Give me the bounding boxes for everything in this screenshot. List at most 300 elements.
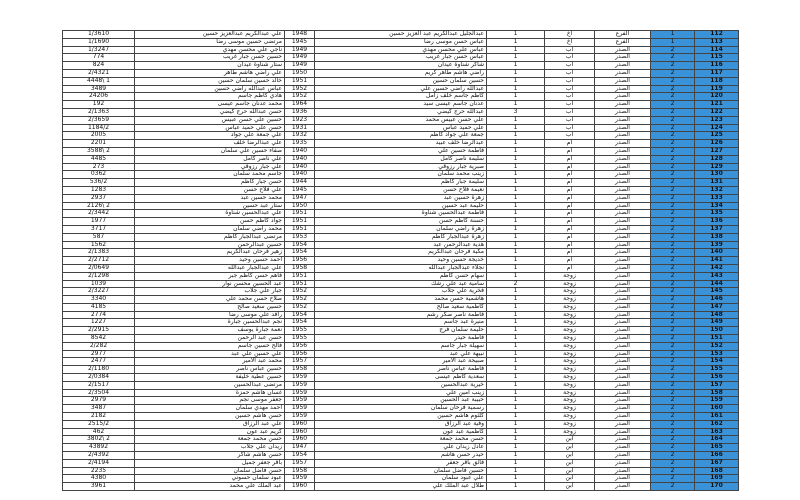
record-cell: 3487 <box>63 405 135 413</box>
gender-code-cell: 1 <box>487 202 545 210</box>
record-cell: 536/2 <box>63 179 135 187</box>
family-code-cell: 2 <box>651 319 695 327</box>
full-name-cell: زهير فرحان عبدالكريم <box>135 249 285 257</box>
serial-number-cell: 152 <box>695 342 739 350</box>
table-row <box>63 413 739 421</box>
table-row <box>63 210 739 218</box>
gender-code-cell: 1 <box>487 311 545 319</box>
full-name-cell: علي حسين علي عبد <box>135 350 285 358</box>
family-code-cell: 2 <box>651 350 695 358</box>
birth-year-cell: 1952 <box>285 296 315 304</box>
family-code-cell: 2 <box>651 69 695 77</box>
category-cell: الصدر <box>595 241 651 249</box>
family-code-cell: 2 <box>651 397 695 405</box>
relation-cell: ام <box>545 218 595 226</box>
gender-code-cell: 1 <box>487 350 545 358</box>
gender-code-cell: 1 <box>487 405 545 413</box>
table-row <box>63 116 739 124</box>
table-row <box>63 428 739 436</box>
family-code-cell: 2 <box>651 62 695 70</box>
serial-number-cell: 134 <box>695 202 739 210</box>
relation-cell: ام <box>545 171 595 179</box>
gender-code-cell: 1 <box>487 210 545 218</box>
name-cell: عباس حسن موسى رضا <box>315 38 487 46</box>
record-cell: 4380 <box>63 475 135 483</box>
table-row <box>63 194 739 202</box>
birth-year-cell: 1960 <box>285 436 315 444</box>
record-cell: 3802\ 2 <box>63 436 135 444</box>
family-code-cell: 2 <box>651 296 695 304</box>
category-cell: الصدر <box>595 327 651 335</box>
gender-code-cell: 3 <box>487 108 545 116</box>
family-code-cell: 2 <box>651 420 695 428</box>
record-cell: 43892 <box>63 444 135 452</box>
relation-cell: زوجة <box>545 335 595 343</box>
table-row <box>63 31 739 39</box>
record-cell: 2/3659 <box>63 116 135 124</box>
serial-number-cell: 165 <box>695 444 739 452</box>
family-code-cell: 2 <box>651 459 695 467</box>
full-name-cell: هادي كاظم جاسم <box>135 93 285 101</box>
birth-year-cell: 1952 <box>285 85 315 93</box>
full-name-cell: علي ناصر كامل <box>135 155 285 163</box>
table-row <box>63 335 739 343</box>
category-cell: الصدر <box>595 311 651 319</box>
serial-number-cell: 144 <box>695 280 739 288</box>
full-name-cell: عباس عبدالله راضي حسين <box>135 85 285 93</box>
birth-year-cell: 1951 <box>285 210 315 218</box>
gender-code-cell: 1 <box>487 31 545 39</box>
gender-code-cell: 1 <box>487 420 545 428</box>
record-cell: 2/4392 <box>63 452 135 460</box>
record-cell: 192 <box>63 101 135 109</box>
serial-number-cell: 130 <box>695 171 739 179</box>
family-code-cell: 2 <box>651 303 695 311</box>
birth-year-cell: 1956 <box>285 342 315 350</box>
gender-code-cell: 2 <box>487 280 545 288</box>
record-cell: 2/4321 <box>63 69 135 77</box>
table-row <box>63 46 739 54</box>
gender-code-cell: 1 <box>487 233 545 241</box>
family-code-cell: 2 <box>651 272 695 280</box>
category-cell: الصدر <box>595 210 651 218</box>
serial-number-cell: 136 <box>695 218 739 226</box>
category-cell: الصدر <box>595 179 651 187</box>
table-row <box>63 296 739 304</box>
relation-cell: ام <box>545 257 595 265</box>
category-cell: الصدر <box>595 296 651 304</box>
family-code-cell: 2 <box>651 374 695 382</box>
record-cell: 1184/2 <box>63 124 135 132</box>
serial-number-cell: 131 <box>695 179 739 187</box>
table-row <box>63 452 739 460</box>
category-cell: الصدر <box>595 249 651 257</box>
record-cell: 2/1517 <box>63 381 135 389</box>
category-cell: الصدر <box>595 218 651 226</box>
birth-year-cell: 1960 <box>285 428 315 436</box>
serial-number-cell: 113 <box>695 38 739 46</box>
gender-code-cell: 1 <box>487 327 545 335</box>
name-cell: هاشمية حسن محمد <box>315 296 487 304</box>
serial-number-cell: 123 <box>695 116 739 124</box>
family-code-cell: 2 <box>651 233 695 241</box>
table-row <box>63 155 739 163</box>
record-cell: 2126\ 2 <box>63 202 135 210</box>
gender-code-cell: 1 <box>487 116 545 124</box>
relation-cell: ابن <box>545 459 595 467</box>
table-row <box>63 374 739 382</box>
full-name-cell: صفاء حسين علي سلمان <box>135 147 285 155</box>
table-row <box>63 311 739 319</box>
table-row <box>63 366 739 374</box>
name-cell: علي حميد عباس <box>315 124 487 132</box>
family-code-cell: 2 <box>651 101 695 109</box>
birth-year-cell: 1945 <box>285 38 315 46</box>
name-cell: كاظمية عبد عون <box>315 428 487 436</box>
relation-cell: ابن <box>545 452 595 460</box>
birth-year-cell: 1959 <box>285 413 315 421</box>
family-code-cell: 1 <box>651 38 695 46</box>
full-name-cell: حسن علي حميد عباس <box>135 124 285 132</box>
birth-year-cell: 1959 <box>285 397 315 405</box>
serial-number-cell: 169 <box>695 475 739 483</box>
gender-code-cell: 1 <box>487 225 545 233</box>
birth-year-cell: 1936 <box>285 108 315 116</box>
full-name-cell: غسان هاشم حمزة <box>135 389 285 397</box>
gender-code-cell: 1 <box>487 186 545 194</box>
birth-year-cell: 1955 <box>285 327 315 335</box>
family-code-cell: 1 <box>651 31 695 39</box>
gender-code-cell: 1 <box>487 335 545 343</box>
gender-code-cell: 1 <box>487 381 545 389</box>
serial-number-cell: 149 <box>695 319 739 327</box>
gender-code-cell: 1 <box>487 342 545 350</box>
name-cell: زهرة حسين عبد <box>315 194 487 202</box>
category-cell: الصدر <box>595 54 651 62</box>
table-row <box>63 171 739 179</box>
full-name-cell: مرتضى حسين موسى رضا <box>135 38 285 46</box>
serial-number-cell: 161 <box>695 413 739 421</box>
relation-cell: زوجة <box>545 296 595 304</box>
full-name-cell: نعمة جبارة يوسف <box>135 327 285 335</box>
relation-cell: ام <box>545 202 595 210</box>
birth-year-cell: 1923 <box>285 116 315 124</box>
name-cell: عادل زيدان علي <box>315 444 487 452</box>
birth-year-cell: 1957 <box>285 459 315 467</box>
record-cell: 2774 <box>63 311 135 319</box>
name-cell: عدنان جاسم عيسى سيد <box>315 101 487 109</box>
serial-number-cell: 112 <box>695 31 739 39</box>
relation-cell: اب <box>545 85 595 93</box>
name-cell: فاطمة ناصر صكر رشم <box>315 311 487 319</box>
name-cell: راضي هاشم طاهر كريم <box>315 69 487 77</box>
record-cell: 2/3227 <box>63 288 135 296</box>
record-cell: 3717 <box>63 225 135 233</box>
birth-year-cell: 1954 <box>285 241 315 249</box>
birth-year-cell: 1932 <box>285 132 315 140</box>
serial-number-cell: 116 <box>695 62 739 70</box>
name-cell: جمعة علي جواد كاظم <box>315 132 487 140</box>
name-cell: زهرة عبدالجبار كاظم <box>315 233 487 241</box>
birth-year-cell: 1935 <box>285 140 315 148</box>
family-code-cell: 2 <box>651 155 695 163</box>
record-cell: 2477 <box>63 358 135 366</box>
record-cell: 2977 <box>63 350 135 358</box>
family-code-cell: 2 <box>651 327 695 335</box>
relation-cell: زوجة <box>545 272 595 280</box>
table-row <box>63 241 739 249</box>
full-name-cell: حسن محمد جمعة <box>135 436 285 444</box>
table-row <box>63 475 739 483</box>
birth-year-cell: 1949 <box>285 54 315 62</box>
serial-number-cell: 158 <box>695 389 739 397</box>
table-row <box>63 257 739 265</box>
serial-number-cell: 117 <box>695 69 739 77</box>
birth-year-cell: 1931 <box>285 124 315 132</box>
relation-cell: زوجة <box>545 280 595 288</box>
register-rows <box>63 31 739 491</box>
category-cell: الصدر <box>595 405 651 413</box>
birth-year-cell: 1952 <box>285 303 315 311</box>
full-name-cell: علي عبدالحسين شناوة <box>135 210 285 218</box>
record-cell: 2979 <box>63 397 135 405</box>
birth-year-cell: 1956 <box>285 350 315 358</box>
category-cell: الصدر <box>595 483 651 491</box>
full-name-cell: نجم عبدالحسين جبارة <box>135 319 285 327</box>
birth-year-cell: 1959 <box>285 374 315 382</box>
table-row <box>63 405 739 413</box>
relation-cell: زوجة <box>545 358 595 366</box>
full-name-cell: جعفر موسى نجم <box>135 397 285 405</box>
gender-code-cell: 1 <box>487 475 545 483</box>
serial-number-cell: 140 <box>695 249 739 257</box>
gender-code-cell: 1 <box>487 358 545 366</box>
family-code-cell: 2 <box>651 475 695 483</box>
category-cell: الصدر <box>595 350 651 358</box>
category-cell: الصدر <box>595 225 651 233</box>
serial-number-cell: 156 <box>695 374 739 382</box>
relation-cell: ابن <box>545 444 595 452</box>
full-name-cell: حسين حسن جبار غريب <box>135 54 285 62</box>
family-code-cell: 2 <box>651 77 695 85</box>
full-name-cell: حسن جبار كاظم <box>135 179 285 187</box>
full-name-cell: حسن هاشم شاكر <box>135 452 285 460</box>
category-cell: الصدر <box>595 467 651 475</box>
category-cell: الصدر <box>595 366 651 374</box>
gender-code-cell: 1 <box>487 413 545 421</box>
name-cell: طلال عبد الملك علي <box>315 483 487 491</box>
serial-number-cell: 132 <box>695 186 739 194</box>
gender-code-cell: 1 <box>487 366 545 374</box>
name-cell: صبيحة عبد الامير <box>315 358 487 366</box>
serial-number-cell: 114 <box>695 46 739 54</box>
full-name-cell: حسن عبد الرحمن <box>135 335 285 343</box>
birth-year-cell: 1958 <box>285 264 315 272</box>
category-cell: الصدر <box>595 101 651 109</box>
full-name-cell: حسين علي حسن عبيس <box>135 116 285 124</box>
category-cell: الصدر <box>595 389 651 397</box>
table-row <box>63 93 739 101</box>
birth-year-cell: 1959 <box>285 405 315 413</box>
gender-code-cell: 1 <box>487 140 545 148</box>
full-name-cell: مرتضى عبدالحسين <box>135 381 285 389</box>
birth-year-cell: 1952 <box>285 288 315 296</box>
record-cell: 4185 <box>63 303 135 311</box>
serial-number-cell: 126 <box>695 140 739 148</box>
register-table <box>62 30 739 491</box>
table-row <box>63 342 739 350</box>
full-name-cell: علي جمعة علي جواد <box>135 132 285 140</box>
birth-year-cell: 1949 <box>285 62 315 70</box>
name-cell: سعدية كاظم عيسى <box>315 374 487 382</box>
family-code-cell: 2 <box>651 179 695 187</box>
record-cell: 2/1363 <box>63 108 135 116</box>
category-cell: الصدر <box>595 124 651 132</box>
category-cell: الصدر <box>595 452 651 460</box>
full-name-cell: محمد راضي سلمان <box>135 225 285 233</box>
family-code-cell: 2 <box>651 483 695 491</box>
category-cell: الصدر <box>595 108 651 116</box>
gender-code-cell: 1 <box>487 147 545 155</box>
full-name-cell: علي عبد الرزاق <box>135 420 285 428</box>
relation-cell: ام <box>545 140 595 148</box>
gender-code-cell: 1 <box>487 397 545 405</box>
gender-code-cell: 1 <box>487 194 545 202</box>
category-cell: الصدر <box>595 62 651 70</box>
name-cell: حليمة عبد حسين <box>315 202 487 210</box>
relation-cell: زوجة <box>545 327 595 335</box>
name-cell: هدية عبدالرحمن عبد <box>315 241 487 249</box>
relation-cell: اب <box>545 116 595 124</box>
full-name-cell: عبد الملك علي محمد <box>135 483 285 491</box>
record-cell: 0362 <box>63 171 135 179</box>
gender-code-cell: 1 <box>487 296 545 304</box>
full-name-cell: ستار شناوة عيدان <box>135 62 285 70</box>
table-row <box>63 140 739 148</box>
full-name-cell: جبار علي جلاب <box>135 288 285 296</box>
birth-year-cell: 1940 <box>285 147 315 155</box>
full-name-cell: جاسم محمد سلمان <box>135 171 285 179</box>
birth-year-cell: 1953 <box>285 233 315 241</box>
relation-cell: اب <box>545 124 595 132</box>
full-name-cell: عبد الحسين محسن نوار <box>135 280 285 288</box>
family-code-cell: 2 <box>651 381 695 389</box>
relation-cell: ام <box>545 241 595 249</box>
gender-code-cell: 1 <box>487 85 545 93</box>
full-name-cell: علي جبار رزوقي <box>135 163 285 171</box>
category-cell: الصدر <box>595 288 651 296</box>
category-cell: الصدر <box>595 420 651 428</box>
table-row <box>63 467 739 475</box>
gender-code-cell: 1 <box>487 249 545 257</box>
relation-cell: ام <box>545 155 595 163</box>
record-cell: 2/4194 <box>63 459 135 467</box>
serial-number-cell: 160 <box>695 405 739 413</box>
name-cell: فاطمة عباس ناصر <box>315 366 487 374</box>
full-name-cell: احمد حسين وحيد <box>135 257 285 265</box>
full-name-cell: جواد كاظم حسن <box>135 218 285 226</box>
family-code-cell: 2 <box>651 241 695 249</box>
category-cell: الصدر <box>595 272 651 280</box>
gender-code-cell: 1 <box>487 288 545 296</box>
category-cell: الصدر <box>595 264 651 272</box>
serial-number-cell: 138 <box>695 233 739 241</box>
serial-number-cell: 115 <box>695 54 739 62</box>
relation-cell: ابن <box>545 467 595 475</box>
serial-number-cell: 162 <box>695 420 739 428</box>
gender-code-cell: 1 <box>487 62 545 70</box>
record-cell: 3588\ 2 <box>63 147 135 155</box>
relation-cell: ام <box>545 147 595 155</box>
category-cell: الصدر <box>595 85 651 93</box>
gender-code-cell: 1 <box>487 101 545 109</box>
table-row <box>63 85 739 93</box>
name-cell: حبيبة عبد الحسين <box>315 397 487 405</box>
name-cell: حسين فاضل سلمان <box>315 467 487 475</box>
full-name-cell: محمد عدنان جاسم عيسى <box>135 101 285 109</box>
table-row <box>63 69 739 77</box>
gender-code-cell: 1 <box>487 264 545 272</box>
category-cell: الصدر <box>595 358 651 366</box>
relation-cell: زوجة <box>545 420 595 428</box>
birth-year-cell: 1940 <box>285 171 315 179</box>
record-cell: 1562 <box>63 241 135 249</box>
name-cell: كاظمية سعيد صالح <box>315 303 487 311</box>
birth-year-cell: 1954 <box>285 249 315 257</box>
name-cell: سهام حسن كاظم <box>315 272 487 280</box>
family-code-cell: 2 <box>651 147 695 155</box>
gender-code-cell: 1 <box>487 218 545 226</box>
category-cell: الصدر <box>595 319 651 327</box>
family-code-cell: 2 <box>651 405 695 413</box>
category-cell: الصدر <box>595 171 651 179</box>
table-row <box>63 147 739 155</box>
category-cell: الصدر <box>595 428 651 436</box>
name-cell: نجلاء عبدالجبار عبدالله <box>315 264 487 272</box>
family-code-cell: 2 <box>651 444 695 452</box>
name-cell: فخرية علي جلاب <box>315 288 487 296</box>
table-row <box>63 132 739 140</box>
birth-year-cell: 1960 <box>285 420 315 428</box>
table-row <box>63 288 739 296</box>
serial-number-cell: 139 <box>695 241 739 249</box>
family-code-cell: 2 <box>651 186 695 194</box>
name-cell: حسن محمد جمعة <box>315 436 487 444</box>
full-name-cell: حسين عبدالرحمن <box>135 241 285 249</box>
birth-year-cell: 1940 <box>285 155 315 163</box>
relation-cell: ام <box>545 186 595 194</box>
category-cell: الصدر <box>595 475 651 483</box>
table-row <box>63 38 739 46</box>
family-code-cell: 2 <box>651 413 695 421</box>
full-name-cell: حسن فاضل سلمان <box>135 467 285 475</box>
table-row <box>63 272 739 280</box>
relation-cell: زوجة <box>545 319 595 327</box>
gender-code-cell: 1 <box>487 241 545 249</box>
family-code-cell: 2 <box>651 116 695 124</box>
record-cell: 2937 <box>63 194 135 202</box>
category-cell: الصدر <box>595 335 651 343</box>
relation-cell: زوجة <box>545 374 595 382</box>
serial-number-cell: 147 <box>695 303 739 311</box>
full-name-cell: صلاح حسن محمد علي <box>135 296 285 304</box>
name-cell: حسين سلمان حسين <box>315 77 487 85</box>
table-row <box>63 62 739 70</box>
name-cell: عبدالله راضي حسين علي <box>315 85 487 93</box>
name-cell: سامية عبد علي رشك <box>315 280 487 288</box>
category-cell: الصدر <box>595 374 651 382</box>
birth-year-cell: 1951 <box>285 225 315 233</box>
